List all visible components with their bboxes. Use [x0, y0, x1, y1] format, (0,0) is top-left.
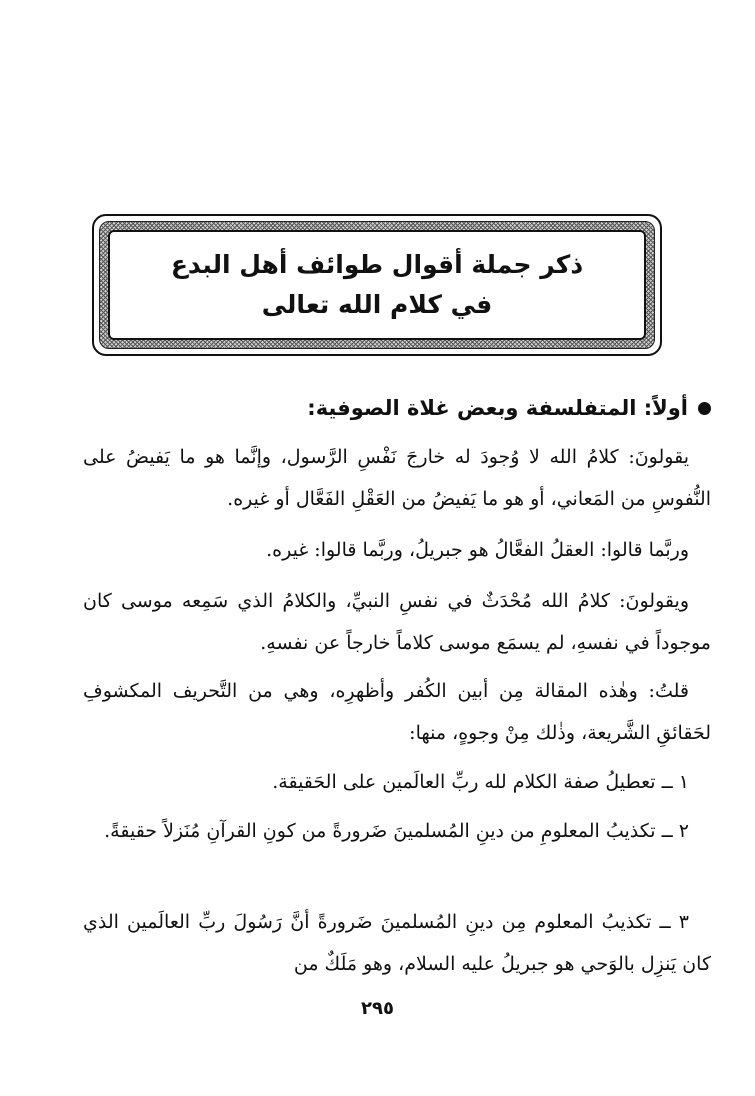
chapter-title-frame: [92, 214, 662, 356]
paragraph-1: [83, 436, 711, 520]
list-item-3-text: ٣ ــ تكذيبُ المعلوم مِن دينِ المُسلمينَ ضَرورةً أنَّ رَسُولَ ربِّ العالَمين الذي كان يَنزِل بالوَحي هو جبريلُ عليه السلام، وهو مَلَكٌ من: [83, 911, 711, 975]
paragraph-2: [83, 529, 711, 571]
list-item-2: [83, 810, 711, 852]
section-heading: [307, 393, 711, 423]
section-heading-text: أولاً: المتفلسفة وبعض غلاة الصوفية:: [307, 396, 688, 420]
chapter-title-line-2: في كلام الله تعالى: [261, 290, 493, 319]
paragraph-3: [83, 580, 711, 664]
list-item-1: [83, 761, 711, 803]
chapter-title-line-1: ذكر جملة أقوال طوائف أهل البدع: [170, 250, 584, 279]
page-number: ٢٩٥: [361, 998, 394, 1019]
paragraph-3-text: ويقولونَ: كلامُ الله مُحْدَثٌ في نفسِ النبيِّ، والكلامُ الذي سَمِعه موسى كان موجوداً في نفسهِ، لم يسمَع موسى كلاماً خارجاً عن نفسهِ.: [83, 590, 711, 654]
list-item-2-text: ٢ ــ تكذيبُ المعلومِ من دينِ المُسلمينَ ضَرورةً من كونِ القرآنِ مُنَزلاً حقيقةً.: [104, 820, 689, 842]
list-item-3: [83, 901, 711, 985]
bullet-icon: [698, 402, 711, 415]
paragraph-2-text: وربَّما قالوا: العقلُ الفعَّالُ هو جبريلُ، وربَّما قالوا: غيره.: [266, 539, 689, 561]
paragraph-4: [83, 670, 711, 754]
title-hatched-border: [99, 221, 655, 349]
paragraph-4-text: قلتُ: وهٰذه المقالة مِن أبين الكُفر وأظهرِه، وهي من التَّحريف المكشوفِ لحَقائقِ الشَّريعة، وذٰلك مِنْ وجوهٍ، منها:: [83, 680, 711, 744]
paragraph-1-text: يقولونَ: كلامُ الله لا وُجودَ له خارجَ نَفْسِ الرَّسول، وإنَّما هو ما يَفيضُ على النُّفوسِ من المَعاني، أو هو ما يَفيضُ من العَقْلِ الفَعَّال أو غيره.: [83, 446, 711, 510]
chapter-title-box: [108, 230, 646, 340]
list-item-1-text: ١ ــ تعطيلُ صفة الكلام لله ربِّ العالَمين على الحَقيقة.: [272, 771, 689, 793]
